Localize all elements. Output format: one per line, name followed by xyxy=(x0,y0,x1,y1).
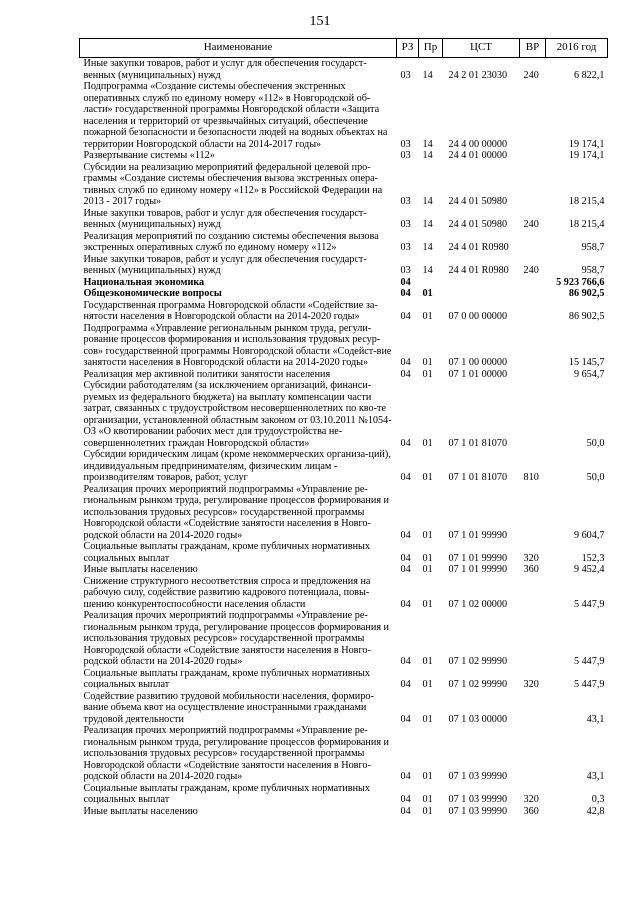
table-row xyxy=(80,300,608,323)
name-cell: Иные закупки товаров, работ и услуг для обеспечения государст-венных (муниципальных) нужд xyxy=(83,253,367,276)
name-cell: Содействие развитию трудовой мобильности населения, формиро-вание объема квот на осуществление иностранными гражданами трудовой деятельности xyxy=(83,690,374,725)
pr-cell: 01 xyxy=(422,679,433,690)
cst-cell: 07 1 03 00000 xyxy=(448,713,508,725)
rz-cell: 03 xyxy=(400,242,411,253)
sum-cell: 958,7 xyxy=(581,242,605,253)
rz-cell: 04 xyxy=(400,288,411,299)
table-row xyxy=(80,610,608,668)
table-row xyxy=(80,484,608,542)
name-cell: Иные закупки товаров, работ и услуг для обеспечения государст-венных (муниципальных) нужд xyxy=(83,58,367,81)
cst-cell: 07 1 02 99990 xyxy=(448,679,508,690)
table-row xyxy=(80,691,608,726)
table-row xyxy=(80,783,608,806)
vr-cell: 360 xyxy=(523,805,539,817)
name-cell: Социальные выплаты гражданам, кроме публичных нормативных социальных выплат xyxy=(83,782,370,805)
rz-cell: 04 xyxy=(400,656,411,667)
rz-cell: 04 xyxy=(400,368,411,380)
table-row xyxy=(80,150,608,162)
rz-cell: 04 xyxy=(400,794,411,805)
pr-cell: 01 xyxy=(422,288,433,299)
pr-cell: 01 xyxy=(422,437,433,449)
table-row xyxy=(80,725,608,783)
vr-cell: 360 xyxy=(523,564,539,575)
name-cell: Реализация прочих мероприятий подпрограммы «Управление ре-гиональным рынком труда, регулирование процессов формирования и использования трудовых ресурсов» государственной программы Новгородской области «Содействие занятости населения в Новго-родской области на 2014-2020 годы» xyxy=(83,610,390,667)
vr-cell xyxy=(520,288,546,300)
name-cell: Реализация мер активной политики занятости населения xyxy=(83,368,331,380)
pr-cell: 01 xyxy=(422,529,433,541)
rz-cell: 04 xyxy=(400,713,411,725)
vr-cell xyxy=(520,484,546,542)
header-name: Наименование xyxy=(80,39,397,58)
cst-cell: 07 1 00 00000 xyxy=(448,357,508,368)
sum-cell: 19 174,1 xyxy=(568,150,605,161)
rz-cell: 03 xyxy=(400,196,411,207)
name-cell: Реализация прочих мероприятий подпрограммы «Управление ре-гиональным рынком труда, регулирование процессов формирования и использования трудовых ресурсов» государственной программы Новгородской области «Содействие занятости населения в Новго-родской области на 2014-2020 годы» xyxy=(83,483,390,541)
header-pr: Пр xyxy=(419,39,443,58)
table-row xyxy=(80,323,608,369)
cst-cell: 07 1 01 81070 xyxy=(448,472,508,483)
name-cell: Реализация мероприятий по созданию системы обеспечения вызова экстренных оперативных служб по единому номеру «112» xyxy=(83,230,379,253)
rz-cell: 04 xyxy=(400,805,411,817)
pr-cell: 14 xyxy=(422,265,433,276)
sum-cell: 15 145,7 xyxy=(568,357,605,368)
name-cell: Иные выплаты населению xyxy=(83,805,198,817)
table-row xyxy=(80,564,608,576)
rz-cell: 04 xyxy=(400,679,411,690)
vr-cell xyxy=(520,231,546,254)
table-row xyxy=(80,254,608,277)
header-vr: ВР xyxy=(520,39,546,58)
vr-cell: 320 xyxy=(523,794,539,805)
rz-cell: 03 xyxy=(400,69,411,81)
sum-cell: 86 902,5 xyxy=(568,311,605,322)
header-year-2016: 2016 год xyxy=(546,39,608,58)
cst-cell: 24 4 01 R0980 xyxy=(448,242,509,253)
name-cell: Подпрограмма «Управление региональным рынком труда, регули-рование процессов формирования и использования трудовых ресур-сов» государственной программы Новгородской области «Содейст-вие занятости населения в Новгородской области на 2014-2020 годы» xyxy=(83,322,392,368)
pr-cell: 14 xyxy=(422,69,433,81)
rz-cell: 03 xyxy=(400,219,411,230)
sum-cell: 19 174,1 xyxy=(568,138,605,150)
pr-cell: 01 xyxy=(422,311,433,322)
cst-cell: 07 0 00 00000 xyxy=(448,311,508,322)
rz-cell: 04 xyxy=(400,529,411,541)
vr-cell xyxy=(520,610,546,668)
cst-cell xyxy=(443,288,520,300)
sum-cell: 43,1 xyxy=(586,713,605,725)
pr-cell: 01 xyxy=(422,805,433,817)
rz-cell: 04 xyxy=(400,598,411,610)
cst-cell: 07 1 03 99990 xyxy=(448,805,508,817)
cst-cell: 07 1 01 99990 xyxy=(448,552,508,564)
cst-cell: 07 1 03 99990 xyxy=(448,794,508,805)
cst-cell: 07 1 01 99990 xyxy=(448,529,508,541)
pr-cell: 14 xyxy=(422,196,433,207)
name-cell: Субсидии юридическим лицам (кроме некоммерческих организа-ций), индивидуальным предпринимателям, физическим лицам - производителям товаров, работ, услуг xyxy=(83,449,391,483)
sum-cell: 5 447,9 xyxy=(573,656,605,667)
cst-cell: 24 2 01 23030 xyxy=(448,69,508,81)
pr-cell: 14 xyxy=(422,242,433,253)
name-cell: Иные выплаты населению xyxy=(83,564,198,575)
name-cell: Социальные выплаты гражданам, кроме публичных нормативных социальных выплат xyxy=(83,667,370,690)
name-cell: Снижение структурного несоответствия спроса и предложения на рабочую силу, содействие развитию кадрового потенциала, повы-шению конкурентоспособности населения области xyxy=(83,575,371,610)
table-row xyxy=(80,277,608,289)
vr-cell xyxy=(520,369,546,381)
rz-cell: 04 xyxy=(400,437,411,449)
rz-cell: 04 xyxy=(400,472,411,483)
vr-cell xyxy=(520,576,546,611)
vr-cell xyxy=(520,277,546,289)
pr-cell: 14 xyxy=(422,150,433,161)
rz-cell: 04 xyxy=(400,771,411,782)
name-cell: Национальная экономика xyxy=(83,276,205,288)
pr-cell xyxy=(419,277,443,289)
cst-cell: 07 1 02 00000 xyxy=(448,598,508,610)
pr-cell: 01 xyxy=(422,771,433,782)
name-cell: Подпрограмма «Создание системы обеспечения экстренных оперативных служб по единому номеру «112» в Новгородской об-ласти» государственной программы Новгородской области «Защита населения и территорий от чрезвычайных ситуаций, обеспечение пожарной безопасности и безопасности людей на водных объектах на территории Новгородской области на 2014-2017 годы» xyxy=(83,81,388,150)
sum-cell: 5 447,9 xyxy=(573,598,605,610)
table-row xyxy=(80,81,608,150)
name-cell: Субсидии на реализацию мероприятий федеральной целевой про-граммы «Создание системы обеспечения вызова экстренных опера-тивных служб по единому номеру «112» в Российской Федерации на 2013 - 2017 годы» xyxy=(83,161,383,207)
vr-cell: 320 xyxy=(523,679,539,690)
table-row xyxy=(80,58,608,82)
sum-cell: 9 654,7 xyxy=(573,368,605,380)
vr-cell: 240 xyxy=(523,69,539,81)
vr-cell: 810 xyxy=(523,472,539,483)
sum-cell: 18 215,4 xyxy=(568,219,605,230)
pr-cell: 01 xyxy=(422,357,433,368)
pr-cell: 01 xyxy=(422,368,433,380)
table-row xyxy=(80,449,608,484)
table-row xyxy=(80,541,608,564)
rz-cell: 04 xyxy=(400,564,411,575)
pr-cell: 01 xyxy=(422,552,433,564)
rz-cell: 03 xyxy=(400,265,411,276)
sum-cell: 42,8 xyxy=(586,805,605,817)
sum-cell: 50,0 xyxy=(586,472,605,483)
table-row xyxy=(80,208,608,231)
header-cst: ЦСТ xyxy=(443,39,520,58)
table-body xyxy=(80,58,608,818)
vr-cell xyxy=(520,323,546,369)
name-cell: Иные закупки товаров, работ и услуг для обеспечения государст-венных (муниципальных) нужд xyxy=(83,207,367,230)
sum-cell: 18 215,4 xyxy=(568,196,605,207)
header-rz: РЗ xyxy=(397,39,419,58)
table-row xyxy=(80,288,608,300)
vr-cell: 240 xyxy=(523,265,539,276)
sum-cell: 86 902,5 xyxy=(568,288,605,299)
cst-cell: 24 4 00 00000 xyxy=(448,138,508,150)
pr-cell: 01 xyxy=(422,656,433,667)
cst-cell: 07 1 02 99990 xyxy=(448,656,508,667)
sum-cell: 0,3 xyxy=(591,794,605,805)
cst-cell: 07 1 03 99990 xyxy=(448,771,508,782)
pr-cell: 01 xyxy=(422,472,433,483)
cst-cell xyxy=(443,277,520,289)
pr-cell: 01 xyxy=(422,564,433,575)
vr-cell: 320 xyxy=(523,552,539,564)
name-cell: Реализация прочих мероприятий подпрограммы «Управление ре-гиональным рынком труда, регулирование процессов формирования и использования трудовых ресурсов» государственной программы Новгородской области «Содействие занятости населения в Новго-родской области на 2014-2020 годы» xyxy=(83,725,390,782)
table-row xyxy=(80,380,608,449)
rz-cell: 04 xyxy=(400,357,411,368)
vr-cell xyxy=(520,150,546,162)
table-row xyxy=(80,369,608,381)
cst-cell: 24 4 01 R0980 xyxy=(448,265,509,276)
rz-cell: 04 xyxy=(400,552,411,564)
cst-cell: 07 1 01 99990 xyxy=(448,564,508,575)
pr-cell: 14 xyxy=(422,138,433,150)
sum-cell: 9 452,4 xyxy=(573,564,605,575)
sum-cell: 5 923 766,6 xyxy=(556,276,605,288)
pr-cell: 01 xyxy=(422,794,433,805)
vr-cell: 240 xyxy=(523,219,539,230)
sum-cell: 152,3 xyxy=(581,552,605,564)
name-cell: Общеэкономические вопросы xyxy=(83,288,222,299)
name-cell: Государственная программа Новгородской области «Содействие за-нятости населения в Новгородской области на 2014-2020 годы» xyxy=(83,299,378,322)
table-row xyxy=(80,576,608,611)
name-cell: Социальные выплаты гражданам, кроме публичных нормативных социальных выплат xyxy=(83,541,370,564)
rz-cell: 03 xyxy=(400,138,411,150)
rz-cell: 04 xyxy=(400,311,411,322)
cst-cell: 24 4 01 00000 xyxy=(448,150,508,161)
table-row xyxy=(80,162,608,208)
rz-cell: 04 xyxy=(400,276,411,288)
vr-cell xyxy=(520,725,546,783)
table-row xyxy=(80,668,608,691)
sum-cell: 6 822,1 xyxy=(573,69,605,81)
cst-cell: 07 1 01 81070 xyxy=(448,437,508,449)
cst-cell: 24 4 01 50980 xyxy=(448,219,508,230)
pr-cell: 01 xyxy=(422,713,433,725)
budget-table xyxy=(79,38,608,817)
sum-cell: 50,0 xyxy=(586,437,605,449)
name-cell: Субсидии работодателям (за исключением организаций, финанси-руемых из федерального бюджета) на выплату компенсации части затрат, связанных с трудоустройством несовершеннолетних по кво-те организации, установленной областным законом от 03.10.2011 №1054-ОЗ «О квотировании рабочих мест для трудоустройства не-совершеннолетних граждан Новгородской области» xyxy=(83,380,392,449)
sum-cell: 958,7 xyxy=(581,265,605,276)
vr-cell xyxy=(520,380,546,449)
table-row xyxy=(80,231,608,254)
pr-cell: 01 xyxy=(422,598,433,610)
sum-cell: 9 604,7 xyxy=(573,529,605,541)
table-row xyxy=(80,806,608,818)
name-cell: Развертывание системы «112» xyxy=(83,150,215,161)
pr-cell: 14 xyxy=(422,219,433,230)
vr-cell xyxy=(520,162,546,208)
sum-cell: 43,1 xyxy=(586,771,605,782)
page-number: 151 xyxy=(309,14,331,29)
table-header-row xyxy=(80,39,608,58)
vr-cell xyxy=(520,300,546,323)
sum-cell: 5 447,9 xyxy=(573,679,605,690)
vr-cell xyxy=(520,81,546,150)
rz-cell: 03 xyxy=(400,150,411,161)
cst-cell: 24 4 01 50980 xyxy=(448,196,508,207)
cst-cell: 07 1 01 00000 xyxy=(448,368,508,380)
vr-cell xyxy=(520,691,546,726)
